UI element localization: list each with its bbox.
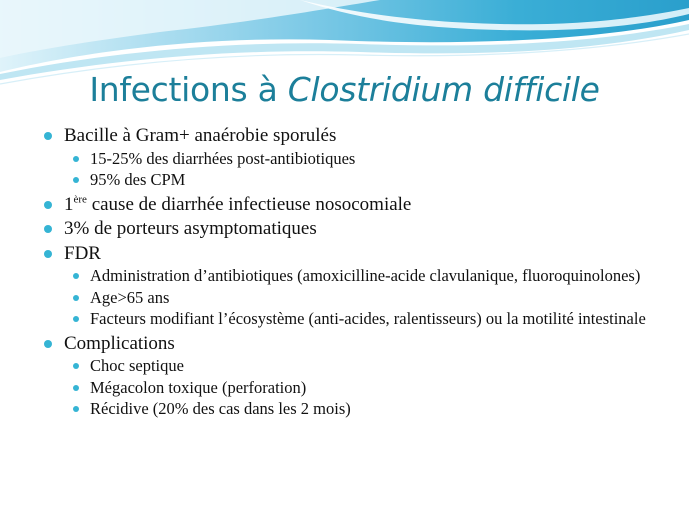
sub-bullet-item: [42, 400, 662, 419]
bullet-dot-icon: [73, 273, 79, 279]
bullet-text: 15-25% des diarrhées post-antibiotiques: [90, 148, 356, 168]
sub-bullet-item: [42, 357, 662, 376]
slide-title-italic: Clostridium difficile: [287, 70, 600, 109]
bullet-text: Age>65 ans: [90, 287, 170, 307]
bullet-prefix: 1: [64, 193, 74, 215]
bullet-text: Complications: [64, 332, 175, 354]
bullet-text: Récidive (20% des cas dans les 2 mois): [90, 399, 351, 418]
sub-bullet-item: [42, 150, 662, 169]
bullet-text: Facteurs modifiant l’écosystème (anti-acides, ralentisseurs) ou la motilité intestinale: [90, 309, 646, 328]
bullet-dot-icon: [44, 225, 52, 233]
bullet-dot-icon: [73, 316, 79, 322]
bullet-text: 95% des CPM: [90, 170, 186, 189]
bullet-dot-icon: [73, 363, 79, 369]
bullet-dot-icon: [73, 295, 79, 301]
bullet-text: Choc septique: [90, 356, 184, 375]
bullet-dot-icon: [73, 385, 79, 391]
bullet-text: cause de diarrhée infectieuse nosocomiale: [86, 193, 412, 215]
sub-bullet-item: [42, 171, 662, 190]
sub-bullet-item: [42, 267, 662, 286]
sub-bullet-item: [42, 310, 662, 329]
bullet-dot-icon: [44, 250, 52, 258]
bullet-dot-icon: [44, 201, 52, 209]
bullet-item: [42, 217, 662, 242]
bullet-text: Administration d’antibiotiques (amoxicilline-acide clavulanique, fluoroquinolones): [90, 266, 641, 285]
sub-bullet-item: [42, 289, 662, 308]
bullet-text: FDR: [64, 242, 101, 264]
bullet-text: Mégacolon toxique (perforation): [90, 377, 307, 397]
bullet-item: [42, 332, 662, 357]
sub-bullet-item: [42, 379, 662, 398]
slide-title: [0, 70, 689, 109]
bullet-dot-icon: [73, 156, 79, 162]
bullet-dot-icon: [73, 177, 79, 183]
bullet-dot-icon: [44, 132, 52, 140]
bullet-text: Bacille à Gram+ anaérobie sporulés: [64, 125, 337, 146]
bullet-dot-icon: [73, 406, 79, 412]
bullet-dot-icon: [44, 340, 52, 348]
bullet-item: [42, 242, 662, 267]
bullet-list: [42, 124, 662, 422]
slide-title-main: Infections à: [89, 70, 288, 109]
bullet-text: 3% de porteurs asymptomatiques: [64, 218, 317, 239]
bullet-item: [42, 193, 662, 218]
bullet-item: [42, 124, 662, 149]
bullet-superscript: ère: [73, 193, 87, 206]
